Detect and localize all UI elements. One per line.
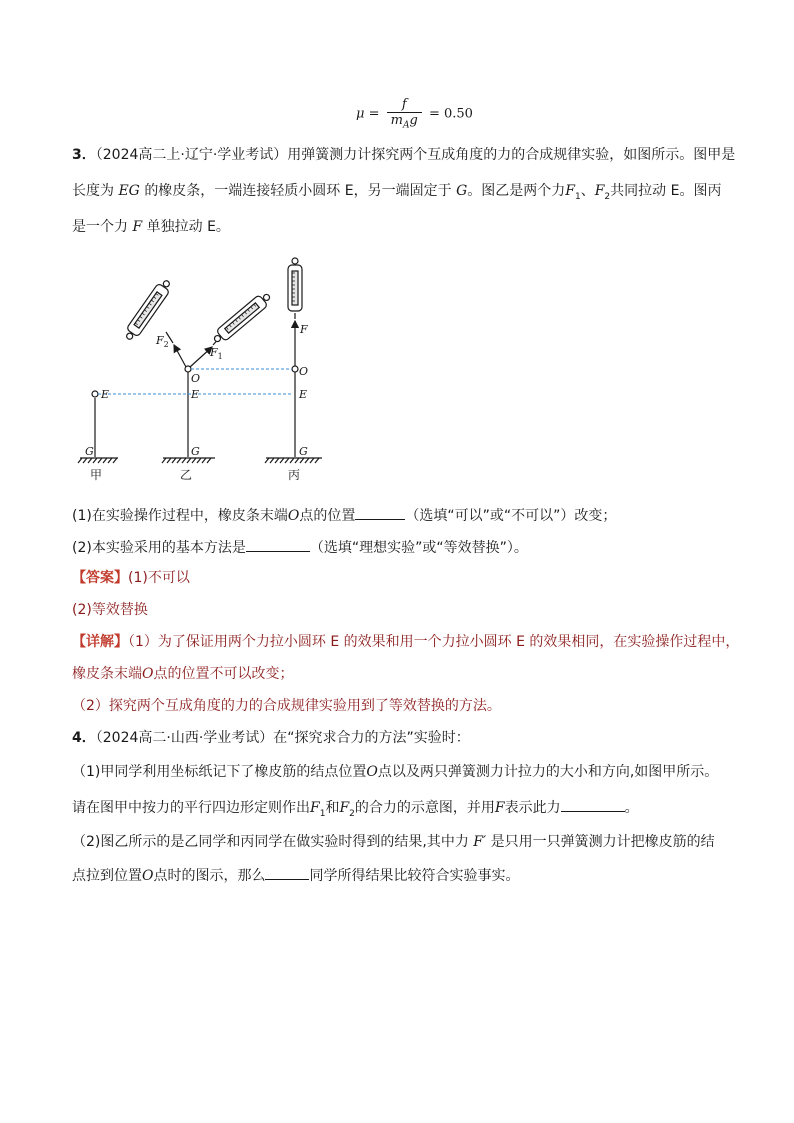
detail-tag: 【详解】 [72, 634, 128, 650]
ring-o-bing [292, 366, 298, 372]
detail-line1: 【详解】（1）为了保证用两个力拉小圆环 E 的效果和用一个力拉小圆环 E 的效果相同，在实验操作过程中， [72, 634, 740, 650]
label-e-jia: E [101, 388, 110, 401]
equals-sign: = [368, 106, 380, 122]
answer-blank-3[interactable] [561, 797, 625, 812]
q3-sub1: (1)在实验操作过程中，橡皮条末端O点的位置 （选填“可以”或“不可以”）改变； [72, 505, 616, 525]
q4-sub1-line2: 请在图甲中按力的平行四边形定则作出$F_1$和$F_2$的合力的示意图，并用F表示此力 。 [72, 797, 639, 823]
q3-source: （2024高二上·辽宁·学业考试） [95, 147, 288, 163]
answer-blank-4[interactable] [265, 865, 309, 880]
q4-sub2-line1: （2)图乙所示的是乙同学和丙同学在做实验时得到的结果,其中力 F′ 是只用一只弹簧测力计把橡皮筋的结 [72, 834, 715, 850]
label-f2: $F_2$ [156, 334, 169, 349]
q4-line1: 4．（2024高二·山西·学业考试）在“探究求合力的方法”实验时： [72, 730, 470, 746]
fraction-numerator: f [387, 97, 422, 113]
label-e-bing: E [299, 388, 308, 401]
experiment-figure [70, 255, 340, 485]
detail-line2: 橡皮条末端O点的位置不可以改变； [72, 666, 294, 682]
label-bing: 丙 [288, 468, 301, 482]
hatch-yi [162, 458, 211, 463]
answer-blank-1[interactable] [355, 505, 405, 520]
answer-line1: 【答案】(1)不可以 [72, 570, 190, 586]
q3-sub2: (2)本实验采用的基本方法是 （选填“理想实验”或“等效替换”）。 [72, 537, 528, 557]
label-g-yi: G [191, 445, 200, 458]
q4-sub2-line2: 点拉到位置O点时的图示，那么 同学所得结果比较符合实验事实。 [72, 865, 519, 885]
q4-sub1-line1: （1)甲同学利用坐标纸记下了橡皮筋的结点位置O点以及两只弹簧测力计拉力的大小和方向,如图甲所示。 [72, 764, 719, 780]
formula-result: = 0.50 [428, 106, 473, 122]
hatch-jia [78, 458, 117, 463]
fraction [387, 97, 422, 131]
label-f1: $F_1$ [210, 346, 223, 361]
hatch-bing [265, 458, 319, 463]
spring-scale-f [288, 258, 302, 311]
label-o-yi: O [191, 372, 201, 385]
q3-line1: 3．（2024高二上·辽宁·学业考试）用弹簧测力计探究两个互成角度的力的合成规律实验，如图所示。图甲是 [72, 147, 736, 163]
mu-symbol: μ [356, 106, 365, 122]
label-g-jia: G [85, 445, 94, 458]
answer-line2: (2)等效替换 [72, 602, 148, 618]
detail-line3: （2）探究两个互成角度的力的合成规律实验用到了等效替换的方法。 [72, 698, 501, 714]
label-jia: 甲 [90, 468, 103, 482]
label-e-yi: E [191, 388, 200, 401]
fraction-denominator: $m_Ag$ [390, 113, 418, 131]
label-yi: 乙 [180, 468, 193, 482]
friction-formula [356, 97, 473, 131]
label-g-bing: G [299, 445, 308, 458]
ring-e-jia [92, 391, 98, 397]
q4-source: （2024高二·山西·学业考试） [95, 730, 274, 746]
q3-line3: 是一个力 F 单独拉动 E。 [72, 219, 230, 235]
label-o-bing: O [299, 365, 309, 378]
answer-blank-2[interactable] [246, 537, 310, 552]
answer-tag: 【答案】 [72, 570, 128, 586]
arrow-f2 [174, 345, 186, 367]
spring-scale-f1 [211, 290, 274, 346]
q3-line2: 长度为 EG 的橡皮条，一端连接轻质小圆环 E，另一端固定于 G。图乙是两个力$F_1$、$F_2$共同拉动 E。图丙 [72, 183, 722, 202]
arrow-f1 [190, 347, 212, 367]
label-f: F [300, 323, 308, 336]
